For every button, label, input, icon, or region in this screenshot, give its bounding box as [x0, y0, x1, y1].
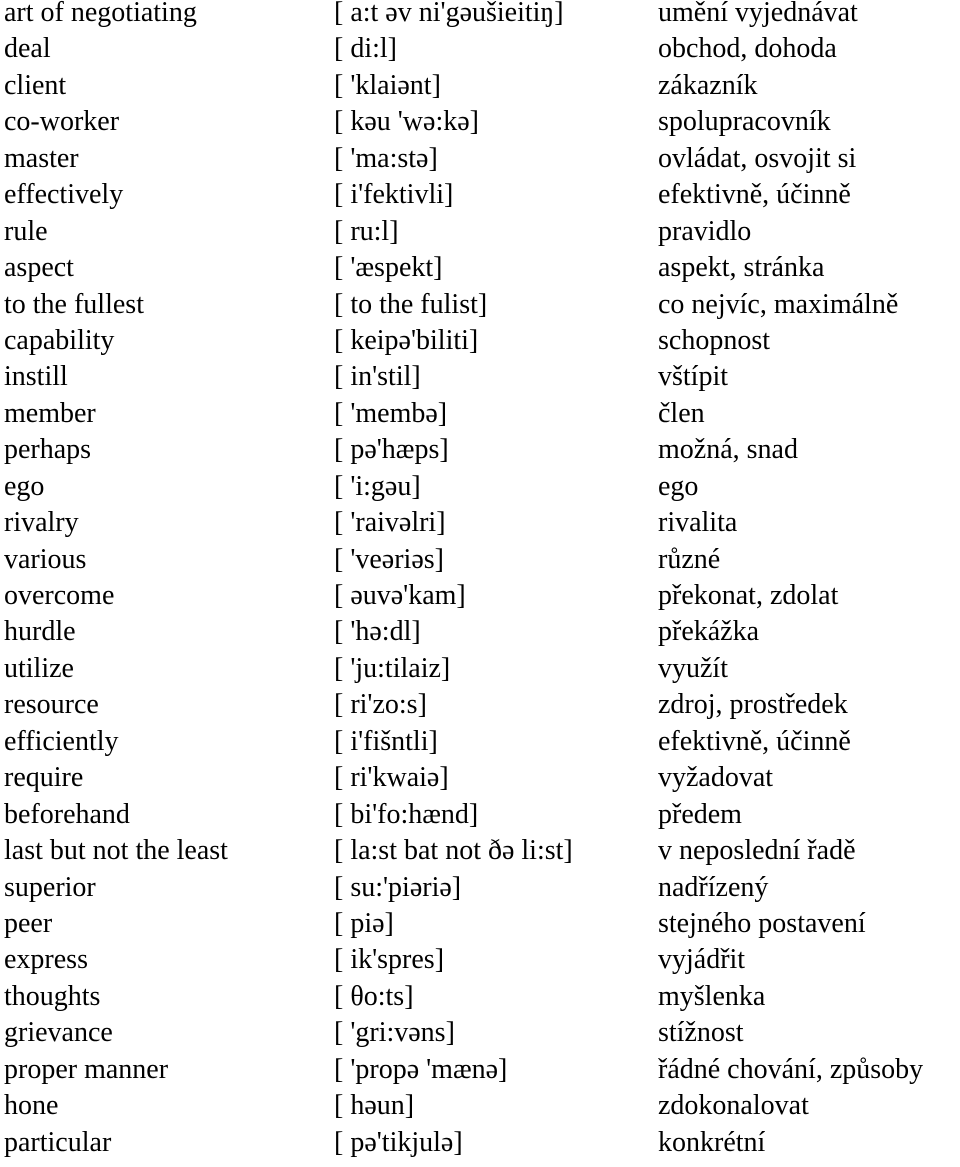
czech-translation: řádné chování, způsoby — [658, 1053, 924, 1085]
english-term: effectively — [4, 179, 124, 211]
vocabulary-row — [0, 288, 960, 328]
english-term: hurdle — [4, 616, 76, 648]
vocabulary-row — [0, 907, 960, 947]
phonetic-transcription: [ bi'fo:hænd] — [334, 798, 479, 830]
phonetic-transcription: [ su:'piəriə] — [334, 871, 462, 903]
vocabulary-row — [0, 1090, 960, 1129]
english-term: art of negotiating — [4, 0, 197, 28]
vocabulary-row — [0, 835, 960, 874]
english-term: efficiently — [4, 725, 119, 757]
czech-translation: ego — [658, 470, 699, 502]
czech-translation: pravidlo — [658, 215, 752, 247]
czech-translation: konkrétní — [658, 1126, 766, 1158]
czech-translation: člen — [658, 397, 705, 429]
czech-translation: různé — [658, 543, 721, 575]
phonetic-transcription: [ ri'kwaiə] — [334, 762, 449, 794]
english-term: resource — [4, 689, 99, 721]
czech-translation: předem — [658, 798, 742, 830]
czech-translation: obchod, dohoda — [658, 33, 837, 65]
vocabulary-row — [0, 507, 960, 546]
vocabulary-row — [0, 324, 960, 364]
english-term: express — [4, 944, 88, 976]
czech-translation: aspekt, stránka — [658, 252, 825, 284]
english-term: beforehand — [4, 798, 130, 830]
phonetic-transcription: [ ru:l] — [334, 215, 399, 247]
vocabulary-row — [0, 616, 960, 655]
czech-translation: stížnost — [658, 1017, 744, 1049]
czech-translation: nadřízený — [658, 871, 769, 903]
phonetic-transcription: [ keipə'biliti] — [334, 324, 479, 356]
phonetic-transcription: [ di:l] — [334, 33, 397, 65]
czech-translation: efektivně, účinně — [658, 725, 851, 757]
phonetic-transcription: [ 'gri:vəns] — [334, 1017, 455, 1049]
english-term: instill — [4, 361, 68, 393]
phonetic-transcription: [ ri'zo:s] — [334, 689, 427, 721]
phonetic-transcription: [ ik'spres] — [334, 944, 445, 976]
english-term: proper manner — [4, 1053, 169, 1085]
czech-translation: zdroj, prostředek — [658, 689, 848, 721]
phonetic-transcription: [ 'ju:tilaiz] — [334, 652, 451, 684]
czech-translation: zákazník — [658, 69, 758, 101]
phonetic-transcription: [ pə'tikjulə] — [334, 1126, 463, 1158]
phonetic-transcription: [ to the fulist] — [334, 288, 488, 320]
english-term: hone — [4, 1090, 59, 1122]
english-term: particular — [4, 1126, 112, 1158]
czech-translation: spolupracovník — [658, 106, 831, 138]
vocabulary-row — [0, 944, 960, 983]
english-term: various — [4, 543, 87, 575]
english-term: utilize — [4, 652, 74, 684]
english-term: superior — [4, 871, 96, 903]
vocabulary-row — [0, 361, 960, 400]
phonetic-transcription: [ həun] — [334, 1090, 415, 1122]
phonetic-transcription: [ la:st bat not ðə li:st] — [334, 835, 573, 867]
czech-translation: využít — [658, 652, 728, 684]
czech-translation: ovládat, osvojit si — [658, 142, 857, 174]
czech-translation: stejného postavení — [658, 907, 866, 939]
english-term: grievance — [4, 1017, 113, 1049]
phonetic-transcription: [ 'raivəlri] — [334, 507, 446, 539]
vocabulary-row — [0, 762, 960, 801]
phonetic-transcription: [ θo:ts] — [334, 980, 414, 1012]
vocabulary-row — [0, 1126, 960, 1166]
english-term: co-worker — [4, 106, 120, 138]
english-term: master — [4, 142, 79, 174]
english-term: last but not the least — [4, 835, 228, 867]
czech-translation: zdokonalovat — [658, 1090, 809, 1122]
phonetic-transcription: [ i'fektivli] — [334, 179, 454, 211]
phonetic-transcription: [ əuvə'kam] — [334, 580, 466, 611]
phonetic-transcription: [ a:t əv ni'gəušieitiŋ] — [334, 0, 564, 28]
english-term: overcome — [4, 580, 115, 611]
english-term: thoughts — [4, 980, 101, 1012]
english-term: rivalry — [4, 507, 79, 539]
vocabulary-row — [0, 980, 960, 1020]
phonetic-transcription: [ kəu 'wə:kə] — [334, 106, 479, 138]
phonetic-transcription: [ 'æspekt] — [334, 252, 443, 284]
vocabulary-row — [0, 33, 960, 72]
phonetic-transcription: [ piə] — [334, 907, 394, 939]
english-term: deal — [4, 33, 51, 65]
phonetic-transcription: [ i'fišntli] — [334, 725, 438, 757]
czech-translation: efektivně, účinně — [658, 179, 851, 211]
english-term: require — [4, 762, 84, 794]
czech-translation: možná, snad — [658, 434, 798, 466]
phonetic-transcription: [ 'klaiənt] — [334, 69, 441, 101]
czech-translation: vštípit — [658, 361, 729, 393]
english-term: rule — [4, 215, 48, 247]
czech-translation: schopnost — [658, 324, 770, 356]
english-term: peer — [4, 907, 53, 939]
vocabulary-row — [0, 470, 960, 510]
czech-translation: překonat, zdolat — [658, 580, 839, 611]
czech-translation: překážka — [658, 616, 760, 648]
vocabulary-row — [0, 725, 960, 765]
czech-translation: umění vyjednávat — [658, 0, 858, 28]
czech-translation: vyžadovat — [658, 762, 774, 794]
vocabulary-row — [0, 580, 960, 619]
phonetic-transcription: [ 'veəriəs] — [334, 543, 444, 575]
english-term: capability — [4, 324, 115, 356]
vocabulary-row — [0, 397, 960, 437]
phonetic-transcription: [ pə'hæps] — [334, 434, 449, 466]
phonetic-transcription: [ 'hə:dl] — [334, 616, 421, 648]
phonetic-transcription: [ 'propə 'mænə] — [334, 1053, 508, 1085]
english-term: to the fullest — [4, 288, 144, 320]
vocabulary-row — [0, 434, 960, 473]
czech-translation: rivalita — [658, 507, 738, 539]
czech-translation: myšlenka — [658, 980, 766, 1012]
phonetic-transcription: [ 'ma:stə] — [334, 142, 438, 174]
vocabulary-row — [0, 179, 960, 218]
english-term: perhaps — [4, 434, 92, 466]
czech-translation: v neposlední řadě — [658, 835, 856, 867]
czech-translation: vyjádřit — [658, 944, 746, 976]
czech-translation: co nejvíc, maximálně — [658, 288, 899, 320]
phonetic-transcription: [ 'membə] — [334, 397, 448, 429]
english-term: client — [4, 69, 67, 101]
phonetic-transcription: [ 'i:gəu] — [334, 470, 421, 502]
english-term: member — [4, 397, 96, 429]
vocabulary-row — [0, 1053, 960, 1093]
phonetic-transcription: [ in'stil] — [334, 361, 421, 393]
english-term: ego — [4, 470, 45, 502]
english-term: aspect — [4, 252, 74, 284]
